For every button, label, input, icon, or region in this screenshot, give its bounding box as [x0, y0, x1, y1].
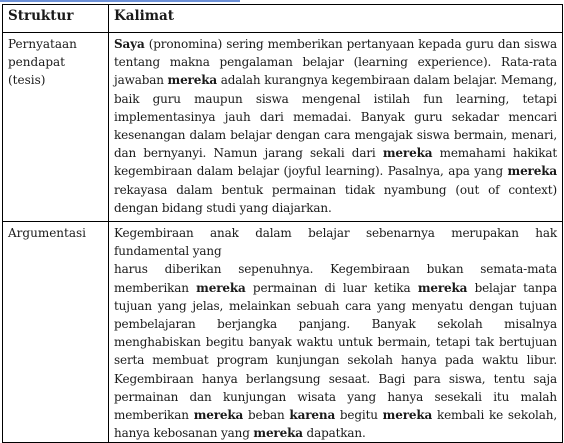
text-run: harus diberikan sepenuhnya. Kegembiraan bukan semata-mata memberikan	[114, 262, 557, 295]
kalimat-cell-argumentasi	[109, 222, 563, 443]
bold-word: Saya	[114, 37, 145, 51]
bold-word: mereka	[417, 280, 468, 295]
text-run: adalah kurangnya kegembiraan dalam belajar. Memang, baik guru maupun siswa mengenal istilah fun learning, tetapi implementasinya jauh dari memadai. Banyak guru sekadar mencari kesenangan dalam belajar dengan cara mengajak siswa bermain, menari, dan bernyanyi. Namun jarang sekali dari	[114, 73, 557, 161]
table-header-row	[3, 5, 563, 33]
bold-word: mereka	[507, 164, 557, 179]
text-run: begitu	[335, 408, 383, 423]
text-run: permainan di luar ketika	[245, 280, 418, 295]
header-kalimat: Kalimat	[109, 5, 563, 33]
bold-word: mereka	[193, 408, 244, 423]
struktur-cell-argumentasi: Argumentasi	[3, 222, 109, 443]
text-run: Kegembiraan anak dalam belajar sebenarnya merupakan hak fundamental yang	[114, 226, 557, 259]
text-run: (pronomina) sering memberikan pertanyaan kepada guru dan siswa tentang makna pengalaman belajar (learning experience). Rata-rata jawaban	[114, 37, 557, 88]
top-link-underline	[0, 0, 240, 2]
bold-word: mereka	[196, 280, 246, 295]
text-run: memahami hakikat kegembiraan dalam belajar (joyful learning). Pasalnya, apa yang	[114, 146, 558, 179]
text-run: kembali ke sekolah, hanya kebosanan yang	[114, 408, 557, 441]
bold-word: mereka	[382, 408, 433, 423]
kalimat-cell-tesis	[109, 33, 563, 222]
bold-word: mereka	[382, 146, 433, 161]
struktur-cell-tesis: Pernyataan pendapat (tesis)	[3, 33, 109, 222]
bold-word: mereka	[167, 73, 217, 88]
text-run: belajar tanpa tujuan yang jelas, melainkan sebuah cara yang menyatu dengan tujuan pembelajaran berjangka panjang. Banyak sekolah misalnya menghabiskan begitu banyak waktu untuk bermain, tetapi tak bertujuan serta membuat program kunjungan sekolah hanya pada waktu libur. Kegembiraan hanya berlangsung sesaat. Bagi para siswa, tentu saja permainan dan kunjungan wisata yang hanya sesekali itu malah memberikan	[114, 280, 557, 423]
text-run: dapatkan.	[302, 426, 366, 441]
table-row	[3, 222, 563, 443]
header-struktur: Struktur	[3, 5, 109, 33]
text-run: rekayasa dalam bentuk permainan tidak nyambung (out of context) dengan bidang studi yang diajarkan.	[114, 182, 557, 215]
text-run: beban	[243, 408, 290, 423]
bold-word: karena	[289, 408, 336, 423]
table-row	[3, 33, 563, 222]
structure-table	[2, 4, 563, 443]
bold-word: mereka	[253, 426, 303, 441]
